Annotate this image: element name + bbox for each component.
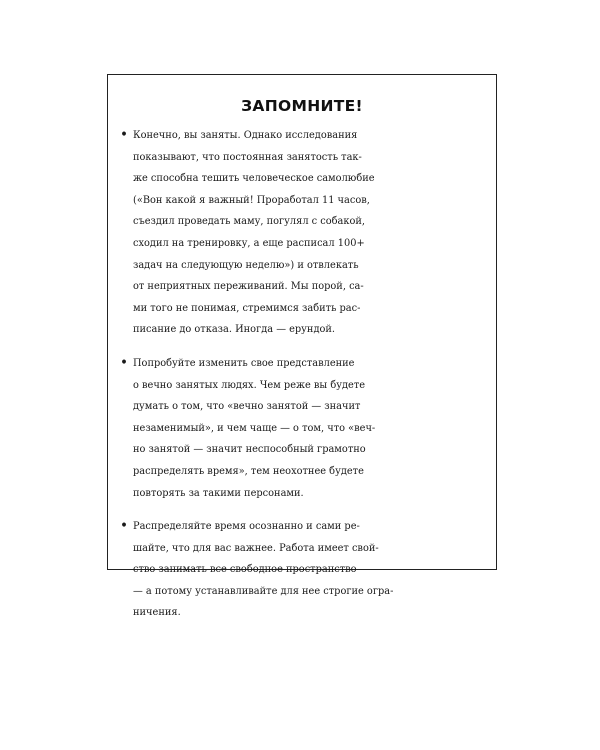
bullet: •	[120, 354, 129, 371]
remember-box	[107, 74, 497, 619]
text-line: съездил проведать маму, погулял с собакой,	[133, 216, 366, 228]
text-line: от неприятных переживаний. Мы порой, са-	[133, 281, 364, 293]
text-line: («Вон какой я важный! Проработал 11 часов,	[133, 194, 370, 206]
bullet: •	[120, 518, 129, 535]
text-line: же способна тешить человеческое самолюбие	[133, 173, 375, 185]
text-line: о вечно занятых людях. Чем реже вы будете	[133, 379, 366, 391]
text-line: ми того не понимая, стремимся забить рас-	[133, 302, 361, 314]
text-line: показывают, что постоянная занятость так-	[133, 151, 362, 163]
text-line: писание до отказа. Иногда — ерундой.	[133, 324, 336, 336]
text-line: ство занимать все свободное пространство	[133, 564, 357, 576]
remember-list	[120, 125, 486, 636]
text-line: повторять за такими персонами.	[133, 487, 304, 499]
list-item	[120, 516, 486, 624]
text-line: сходил на тренировку, а еще расписал 100+	[133, 237, 365, 249]
text-line: распределять время», тем неохотнее будете	[133, 465, 364, 477]
text-line: Конечно, вы заняты. Однако исследования	[133, 130, 358, 141]
text-line: задач на следующую неделю») и отвлекать	[133, 259, 359, 271]
text-line: шайте, что для вас важнее. Работа имеет свой-	[133, 542, 379, 554]
box-title: ЗАПОМНИТЕ!	[241, 97, 363, 115]
text-line: думать о том, что «вечно занятой — значит	[133, 401, 361, 413]
list-item	[120, 125, 486, 341]
text-line: но занятой — значит неспособный грамотно	[133, 444, 366, 456]
bullet: •	[120, 127, 129, 143]
list-item	[120, 353, 486, 504]
text-line: ничения.	[133, 607, 181, 619]
text-line: незаменимый», и чем чаще — о том, что «веч-	[133, 422, 376, 434]
text-line: Попробуйте изменить свое представление	[133, 357, 355, 369]
text-line: Распределяйте время осознанно и сами ре-	[133, 521, 360, 533]
text-line: — а потому устанавливайте для нее строгие огра-	[133, 585, 394, 597]
